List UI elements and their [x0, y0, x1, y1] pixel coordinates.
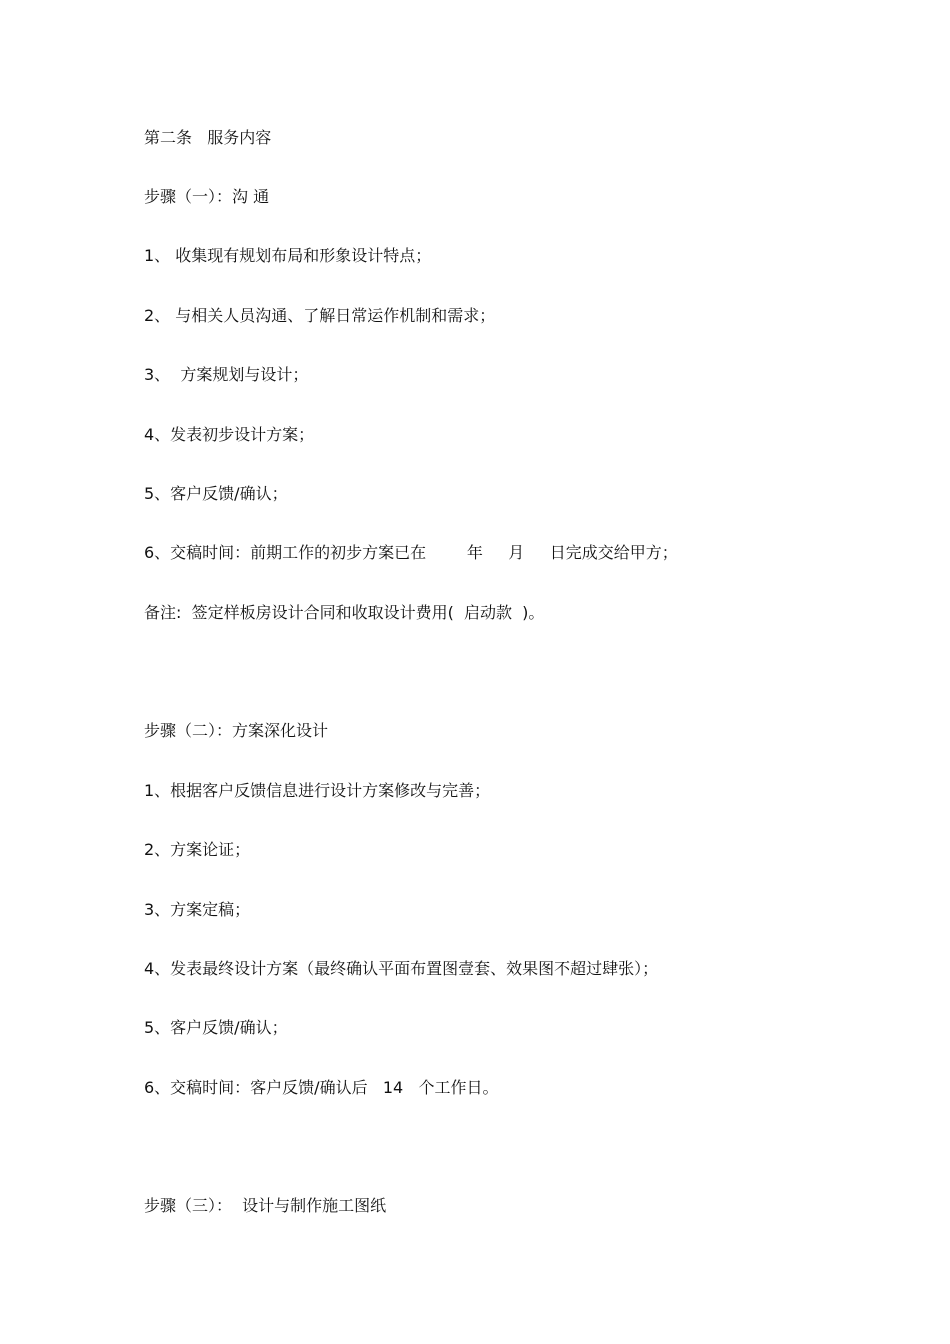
- list-item: 6、交稿时间：客户反馈/确认后 14 个工作日。: [144, 1078, 499, 1097]
- list-item: 3、 方案规划与设计；: [144, 365, 309, 384]
- list-item: 3、方案定稿；: [144, 900, 251, 919]
- section-heading-drawings: 步骤（三）： 设计与制作施工图纸: [144, 1196, 387, 1215]
- list-item: 6、交稿时间：前期工作的初步方案已在 年 月 日完成交给甲方；: [144, 543, 678, 562]
- list-item: 4、发表最终设计方案（最终确认平面布置图壹套、效果图不超过肆张）；: [144, 959, 659, 978]
- list-item: 2、方案论证；: [144, 840, 251, 859]
- note: 备注: 签定样板房设计合同和收取设计费用( 启动款 )。: [144, 603, 545, 622]
- list-item: 4、发表初步设计方案；: [144, 425, 315, 444]
- list-item: 1、根据客户反馈信息进行设计方案修改与完善；: [144, 781, 491, 800]
- section-heading-deepening: 步骤（二）：方案深化设计: [144, 721, 329, 740]
- section-heading-communication: 步骤（一）：沟 通: [144, 187, 270, 206]
- article-title: 第二条 服务内容: [144, 128, 272, 147]
- list-item: 5、客户反馈/确认；: [144, 484, 288, 503]
- list-item: 5、客户反馈/确认；: [144, 1018, 288, 1037]
- list-item: 1、 收集现有规划布局和形象设计特点；: [144, 246, 432, 265]
- list-item: 2、 与相关人员沟通、了解日常运作机制和需求；: [144, 306, 496, 325]
